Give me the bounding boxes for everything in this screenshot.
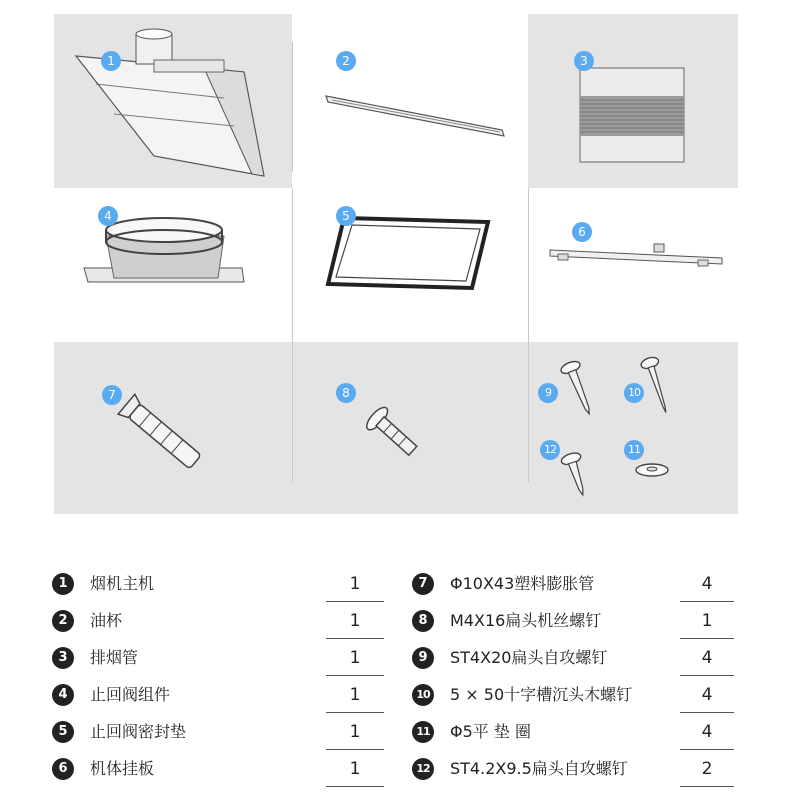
item-qty: 2: [701, 759, 713, 779]
badge-3: 3: [574, 51, 594, 71]
badge-8: 8: [336, 383, 356, 403]
item-qty: 4: [701, 574, 713, 594]
item-name: Φ10X43塑料膨胀管: [450, 574, 595, 593]
badge-4: 4: [98, 206, 118, 226]
parts-9-12-panel: [528, 342, 738, 514]
parts-illustration-grid: [54, 14, 738, 514]
item-name: 烟机主机: [90, 574, 155, 593]
badge-2: 2: [336, 51, 356, 71]
part-5-panel: [292, 188, 528, 342]
item-name: 止回阀密封垫: [90, 722, 187, 741]
item-qty: 1: [349, 648, 361, 668]
badge-7: 7: [102, 385, 122, 405]
item-name: 5 × 50十字槽沉头木螺钉: [450, 685, 633, 704]
part-4-panel: [54, 188, 292, 342]
item-number: 3: [52, 647, 74, 669]
item-number: 4: [52, 684, 74, 706]
item-name: M4X16扁头机丝螺钉: [450, 611, 602, 630]
item-qty: 1: [701, 611, 713, 631]
item-number: 2: [52, 610, 74, 632]
item-number: 7: [412, 573, 434, 595]
screws-and-washer-illustration: [528, 342, 738, 514]
item-name: 排烟管: [90, 648, 139, 667]
machine-screw-illustration: [292, 342, 528, 514]
item-name: Φ5平 垫 圈: [450, 722, 531, 741]
part-2-panel: [292, 14, 528, 188]
part-6-panel: [528, 188, 738, 342]
badge-11: 11: [624, 440, 644, 460]
exhaust-pipe-illustration: [528, 14, 738, 188]
check-valve-illustration: [54, 188, 292, 342]
item-number: 6: [52, 758, 74, 780]
mounting-bracket-illustration: [528, 188, 738, 342]
badge-5: 5: [336, 206, 356, 226]
item-name: 机体挂板: [90, 759, 155, 778]
badge-1: 1: [101, 51, 121, 71]
item-number: 5: [52, 721, 74, 743]
item-qty: 4: [701, 648, 713, 668]
part-1-panel: [54, 14, 292, 188]
expansion-tube-illustration: [54, 342, 292, 514]
item-number: 10: [412, 684, 434, 706]
part-7-panel: [54, 342, 292, 514]
item-number: 9: [412, 647, 434, 669]
item-qty: 1: [349, 759, 361, 779]
item-qty: 4: [701, 722, 713, 742]
item-qty: 4: [701, 685, 713, 705]
badge-10: 10: [624, 383, 644, 403]
item-name: ST4X20扁头自攻螺钉: [450, 648, 608, 667]
badge-12: 12: [540, 440, 560, 460]
item-name: 止回阀组件: [90, 685, 171, 704]
item-number: 11: [412, 721, 434, 743]
item-number: 1: [52, 573, 74, 595]
item-qty: 1: [349, 574, 361, 594]
badge-6: 6: [572, 222, 592, 242]
item-number: 8: [412, 610, 434, 632]
item-name: 油杯: [90, 611, 123, 630]
item-number: 12: [412, 758, 434, 780]
part-3-panel: [528, 14, 738, 188]
seal-gasket-illustration: [292, 188, 528, 342]
item-qty: 1: [349, 685, 361, 705]
part-8-panel: [292, 342, 528, 514]
oil-cup-illustration: [292, 14, 528, 188]
item-name: ST4.2X9.5扁头自攻螺钉: [450, 759, 628, 778]
item-qty: 1: [349, 722, 361, 742]
badge-9: 9: [538, 383, 558, 403]
item-qty: 1: [349, 611, 361, 631]
range-hood-illustration: [54, 14, 292, 188]
